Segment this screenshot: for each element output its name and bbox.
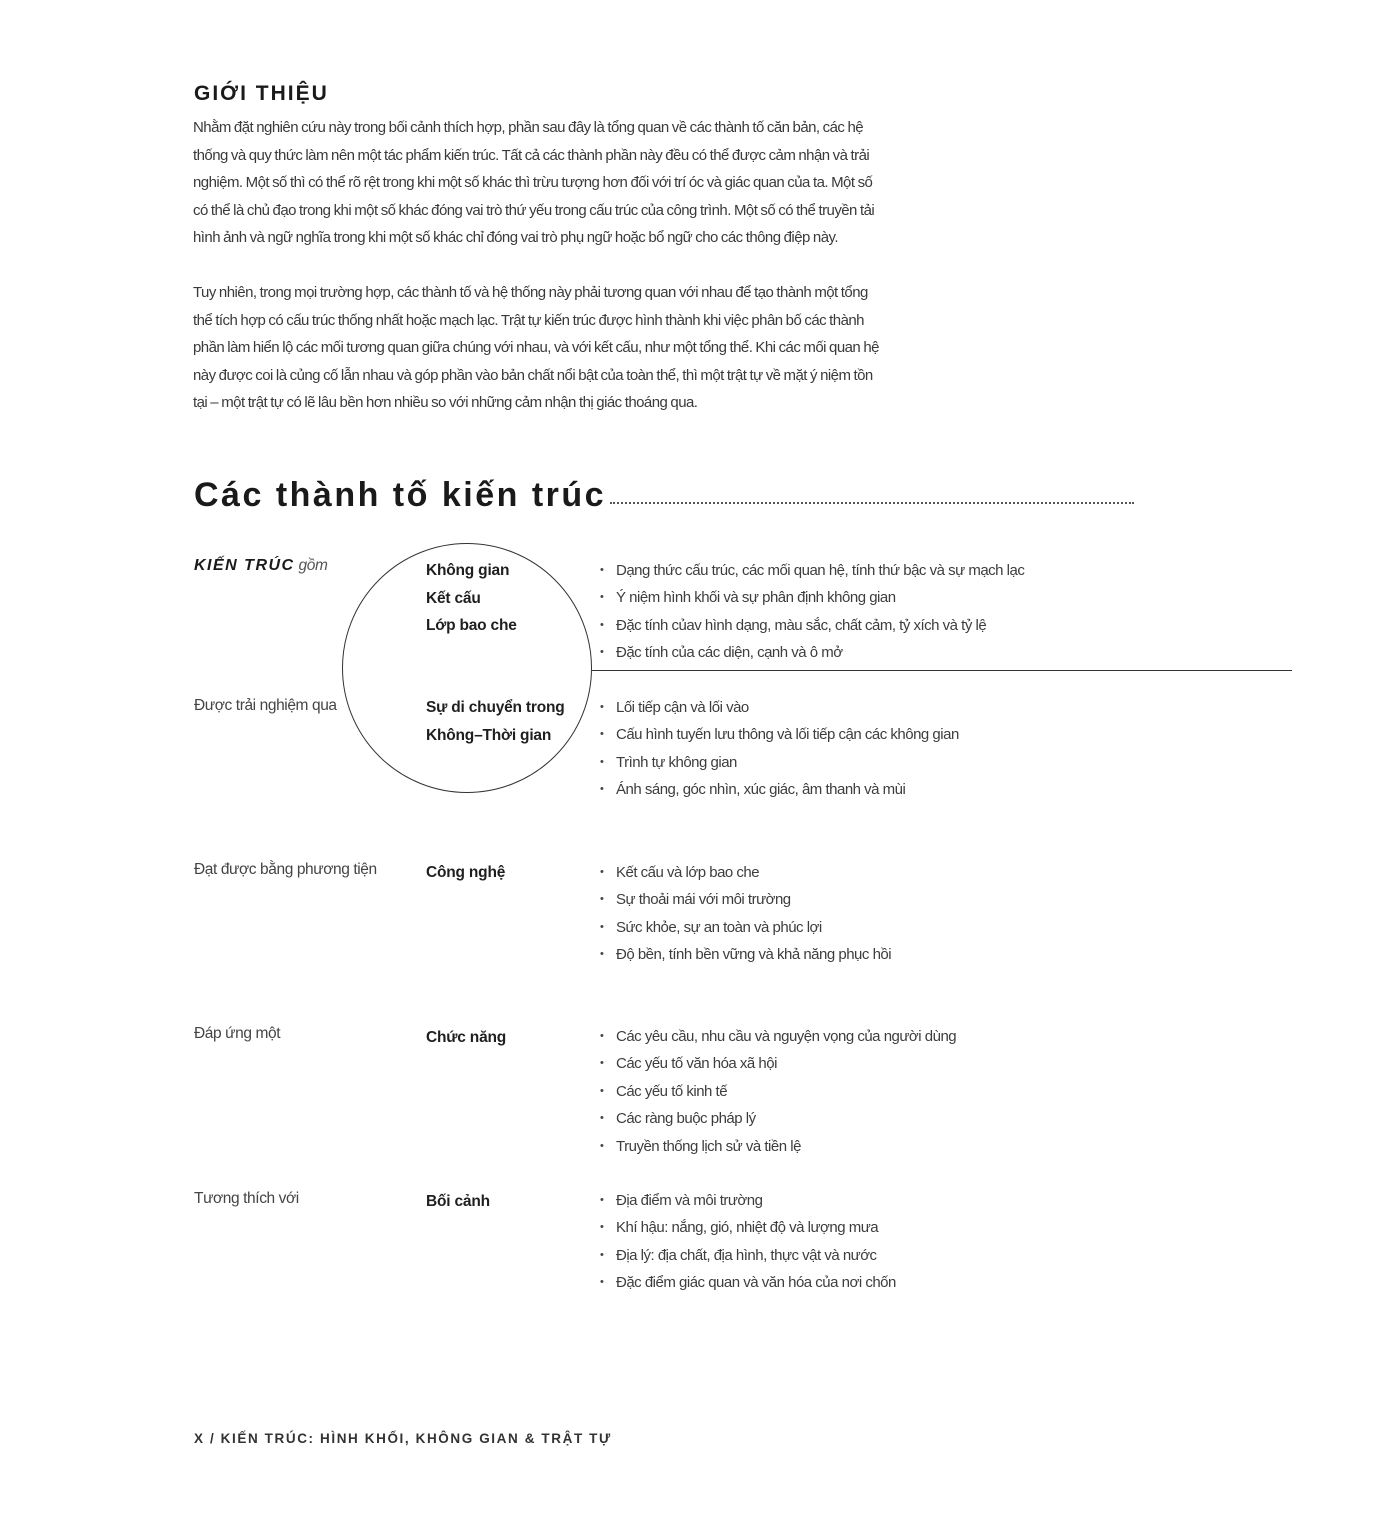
architecture-label-rest: gồm bbox=[294, 557, 328, 574]
list-item: • Đặc điểm giác quan và văn hóa của nơi chốn bbox=[598, 1269, 896, 1296]
bullet-list-3 bbox=[598, 859, 891, 969]
bullet-list-4 bbox=[598, 1023, 956, 1160]
list-item: • Lối tiếp cận và lối vào bbox=[598, 694, 959, 721]
row-label: Được trải nghiệm qua bbox=[194, 697, 337, 714]
list-item: • Độ bền, tính bền vững và khả năng phục hồi bbox=[598, 941, 891, 968]
concepts-3 bbox=[426, 859, 505, 887]
concept: Kết cấu bbox=[426, 589, 481, 607]
row-label: Đáp ứng một bbox=[194, 1025, 281, 1042]
section-heading bbox=[194, 476, 1134, 515]
list-item: • Khí hậu: nắng, gió, nhiệt độ và lượng mưa bbox=[598, 1214, 896, 1241]
concept: Chức năng bbox=[426, 1029, 507, 1046]
row-label-architecture bbox=[194, 557, 327, 575]
concepts-4 bbox=[426, 1024, 506, 1052]
row-label: Tương thích với bbox=[194, 1190, 299, 1207]
architecture-label: KIẾN TRÚC bbox=[194, 557, 295, 574]
concepts-2 bbox=[426, 694, 565, 749]
concept: Sự di chuyển trong bbox=[426, 699, 565, 716]
intro-title: GIỚI THIỆU bbox=[194, 82, 329, 105]
list-item: • Ánh sáng, góc nhìn, xúc giác, âm thanh và mùi bbox=[598, 776, 959, 803]
divider-line bbox=[592, 670, 1292, 671]
intro-paragraph-2: Tuy nhiên, trong mọi trường hợp, các thành tố và hệ thống này phải tương quan với nhau để tạo thành một tổng thể tích hợp có cấu trúc thống nhất hoặc mạch lạc. Trật tự kiến trúc được hình thành khi việc phân bố các thành phần làm hiển lộ các mối tương quan giữa chúng với nhau, và với kết cấu, như một tổng thể. Khi các mối quan hệ này được coi là củng cố lẫn nhau và góp phần vào bản chất nổi bật của toàn thể, thì một trật tự về mặt ý niệm tồn tại – một trật tự có lẽ lâu bền hơn nhiều so với những cảm nhận thị giác thoáng qua. bbox=[193, 284, 879, 411]
concepts-1 bbox=[426, 557, 517, 640]
list-item: • Các ràng buộc pháp lý bbox=[598, 1105, 956, 1132]
dotted-leader bbox=[610, 499, 1134, 504]
concepts-5 bbox=[426, 1188, 490, 1216]
bullet-list-2 bbox=[598, 694, 959, 804]
list-item: • Đặc tính củav hình dạng, màu sắc, chất cảm, tỷ xích và tỷ lệ bbox=[598, 612, 1024, 639]
concept: Công nghệ bbox=[426, 864, 506, 881]
concept: Không gian bbox=[426, 562, 510, 579]
list-item: • Trình tự không gian bbox=[598, 749, 959, 776]
list-item: • Đặc tính của các diện, cạnh và ô mở bbox=[598, 639, 1024, 666]
list-item: • Cấu hình tuyến lưu thông và lối tiếp cận các không gian bbox=[598, 721, 959, 748]
row-label: Đạt được bằng phương tiện bbox=[194, 861, 377, 878]
list-item: • Địa lý: địa chất, địa hình, thực vật và nước bbox=[598, 1242, 896, 1269]
list-item: • Các yếu tố văn hóa xã hội bbox=[598, 1050, 956, 1077]
intro-paragraph-1: Nhằm đặt nghiên cứu này trong bối cảnh thích hợp, phần sau đây là tổng quan về các thành tố căn bản, các hệ thống và quy thức làm nên một tác phẩm kiến trúc. Tất cả các thành phần này đều có thể được cảm nhận và trải nghiệm. Một số thì có thể rõ rệt trong khi một số khác thì trừu tượng hơn đối với trí óc và giác quan của ta. Một số có thể là chủ đạo trong khi một số khác đóng vai trò thứ yếu trong cấu trúc của công trình. Một số có thể truyền tải hình ảnh và ngữ nghĩa trong khi một số khác chỉ đóng vai trò phụ ngữ hoặc bổ ngữ cho các thông điệp này. bbox=[193, 119, 875, 246]
page-footer: X / KIẾN TRÚC: HÌNH KHỐI, KHÔNG GIAN & TRẬT TỰ bbox=[194, 1431, 612, 1446]
concept: Lớp bao che bbox=[426, 617, 517, 634]
list-item: • Ý niệm hình khối và sự phân định không gian bbox=[598, 584, 1024, 611]
section-title: Các thành tố kiến trúc bbox=[194, 476, 607, 514]
bullet-list-5 bbox=[598, 1187, 896, 1297]
list-item: • Kết cấu và lớp bao che bbox=[598, 859, 891, 886]
list-item: • Truyền thống lịch sử và tiền lệ bbox=[598, 1133, 956, 1160]
list-item: • Sức khỏe, sự an toàn và phúc lợi bbox=[598, 914, 891, 941]
list-item: • Các yếu tố kinh tế bbox=[598, 1078, 956, 1105]
list-item: • Sự thoải mái với môi trường bbox=[598, 886, 891, 913]
concept: Bối cảnh bbox=[426, 1193, 490, 1210]
list-item: • Dạng thức cấu trúc, các mối quan hệ, tính thứ bậc và sự mạch lạc bbox=[598, 557, 1024, 584]
bullet-list-1 bbox=[598, 557, 1024, 667]
concept: Không–Thời gian bbox=[426, 726, 552, 744]
list-item: • Địa điểm và môi trường bbox=[598, 1187, 896, 1214]
list-item: • Các yêu cầu, nhu cầu và nguyện vọng của người dùng bbox=[598, 1023, 956, 1050]
